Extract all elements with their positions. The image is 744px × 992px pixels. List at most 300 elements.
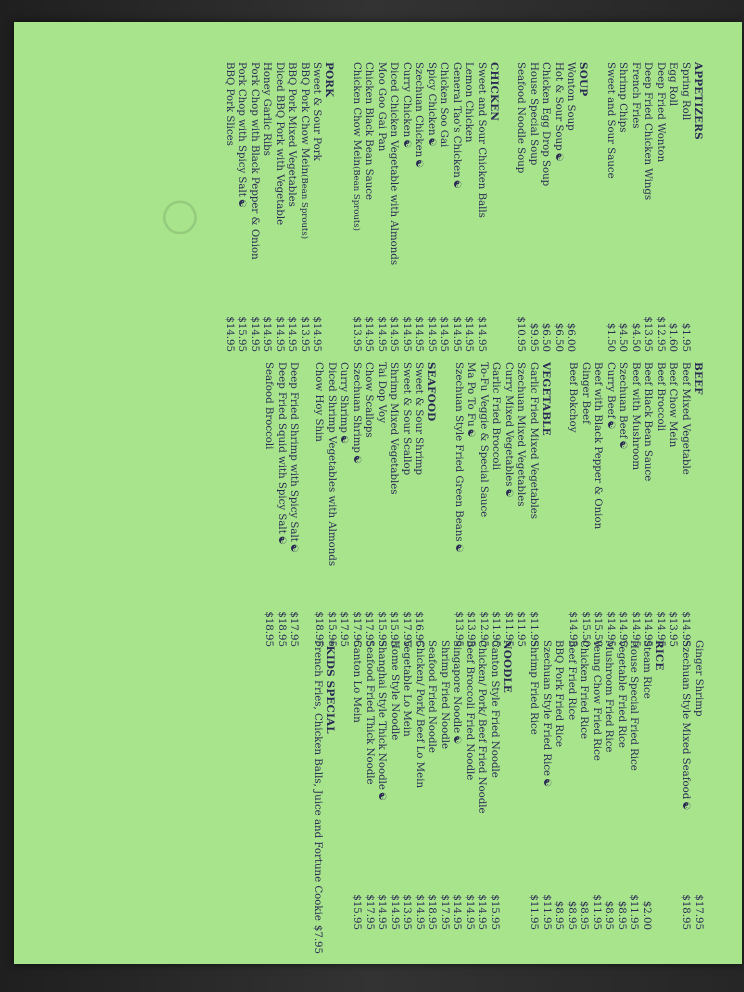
item-price: $9.95: [528, 322, 539, 352]
item-name: Chicken Soo Gai: [438, 62, 450, 148]
section-heading: APPETIZERS: [692, 62, 704, 140]
menu-item: [388, 640, 401, 930]
item-price: $14.95: [476, 316, 487, 352]
menu-item: [463, 640, 476, 930]
menu-section: [452, 362, 553, 647]
menu-item: [591, 362, 604, 647]
item-name: Wonton Soup: [565, 62, 577, 131]
menu-item: [310, 62, 323, 352]
watermark-logo: ○: [157, 198, 209, 237]
menu-item: [223, 62, 236, 352]
item-name: Sweet and Sour Chicken Balls: [476, 62, 487, 218]
menu-section: [311, 640, 337, 955]
item-price: $17.95: [338, 611, 350, 647]
menu-item: [666, 362, 679, 647]
menu-item: [615, 640, 628, 930]
spicy-icon: ☯: [453, 543, 464, 553]
section-heading: CHICKEN: [488, 62, 500, 122]
item-price: $13.95: [642, 316, 654, 352]
item-price: $14.95: [617, 611, 629, 647]
menu-item: [577, 640, 590, 930]
spicy-icon: ☯: [541, 778, 552, 788]
spicy-icon: ☯: [680, 801, 692, 811]
item-price: $11.95: [528, 611, 539, 647]
item-price: $18.95: [680, 894, 692, 930]
spicy-icon: ☯: [465, 428, 477, 438]
item-name: Singapore Noodle: [451, 640, 463, 734]
menu-item: [552, 640, 565, 930]
item-price: $13.95: [465, 611, 477, 647]
menu-item: [350, 640, 363, 930]
item-price: $11.95: [528, 894, 540, 930]
menu-item: [654, 62, 667, 352]
item-price: $14.95: [414, 894, 425, 930]
menu-item: [450, 62, 463, 352]
item-name: Curry Chicken: [401, 62, 412, 138]
item-price: $14.95: [376, 316, 387, 352]
menu-section: [527, 640, 665, 930]
item-name: Beef Fried Rice: [566, 640, 577, 721]
menu-item: [350, 62, 363, 352]
item-price: $13.95: [351, 316, 362, 352]
menu-item: [375, 362, 388, 647]
item-name: Szechuan Chicken: [413, 62, 425, 158]
item-name: Spicy Chicken: [426, 62, 437, 136]
item-name: Szechuan Beef: [617, 362, 629, 439]
item-price: $17.95: [363, 611, 375, 647]
item-name: Sweet & Sour Scallop: [401, 362, 412, 476]
spicy-icon: ☯: [553, 152, 564, 162]
item-price: $8.95: [616, 900, 627, 930]
item-price: $14.95: [567, 611, 579, 647]
item-name: Sweet & Sour Pork: [311, 62, 323, 161]
item-price: $14.95: [438, 316, 450, 352]
item-price: $14.95: [261, 316, 273, 352]
menu-item: [616, 62, 629, 352]
menu-section: [350, 640, 513, 930]
item-price: $11.95: [628, 894, 640, 930]
item-price: $14.95: [249, 316, 260, 352]
item-price: $11.95: [591, 894, 602, 930]
item-name: Ginger Beef: [580, 362, 591, 424]
item-price: $14.95: [376, 894, 388, 930]
spicy-icon: ☯: [451, 735, 463, 745]
menu-column-right: [297, 640, 705, 955]
spicy-icon: ☯: [413, 159, 425, 169]
item-price: $11.95: [503, 611, 514, 647]
menu-item: [452, 362, 465, 647]
menu-item: [565, 640, 578, 930]
item-price: $14.95: [426, 316, 437, 352]
item-name: Chicken Chow Mein: [351, 62, 362, 167]
item-price: $15.95: [326, 611, 337, 647]
menu-item: [489, 362, 502, 647]
item-name: Tai Dop Voy: [376, 362, 387, 423]
menu-column-middle: [248, 362, 704, 647]
menu-item: [412, 362, 425, 647]
menu-item: [412, 62, 425, 352]
item-name: Steam Rice: [641, 640, 652, 699]
menu-item: [273, 62, 286, 352]
item-name: Mushroom Fried Rice: [603, 640, 615, 753]
menu-item: [437, 62, 450, 352]
item-price: $15.95: [236, 316, 248, 352]
item-price: $17.95: [364, 894, 375, 930]
item-name: Chicken Egg Drop Soup: [540, 62, 552, 187]
item-price: $6.50: [540, 322, 552, 352]
item-name: Szechuan Style Fried Green Beans: [453, 362, 464, 542]
item-name: Beef Broccoli Fried Noodle: [464, 640, 475, 781]
item-name: Moo Goo Gai Pan: [376, 62, 387, 152]
item-price: $14.95: [413, 316, 425, 352]
item-price: $14.95: [680, 611, 691, 647]
item-note: (Bean Sprouts): [299, 174, 309, 240]
menu-item: [488, 640, 501, 930]
item-price: $13.95: [453, 611, 464, 647]
menu-item: [590, 640, 603, 930]
item-name: Szechuan Style Mixed Seafood: [680, 640, 692, 800]
menu-item: [387, 362, 400, 647]
menu-section: [262, 362, 438, 647]
menu-item: [400, 362, 413, 647]
item-name: Vegetable Lo Mein: [401, 640, 413, 737]
item-name: Chicken/ Pork/ Beef Fried Noodle: [476, 640, 488, 814]
item-name: Szechuan Shrimp: [351, 362, 362, 453]
item-price: $14.95: [388, 316, 400, 352]
item-name: Beef Chow Mein: [667, 362, 679, 448]
spicy-icon: ☯: [451, 179, 462, 189]
item-price: $11.95: [515, 611, 527, 647]
item-price: $14.95: [389, 894, 400, 930]
menu-item: [502, 362, 515, 647]
menu-item: [666, 62, 679, 352]
item-price: $12.95: [478, 611, 489, 647]
item-name: Shrimp Fried Noodle: [439, 640, 450, 750]
menu-item: [363, 640, 376, 930]
item-price: $14.95: [642, 611, 654, 647]
item-price: $14.95: [655, 611, 666, 647]
spicy-icon: ☯: [617, 440, 629, 450]
item-name: Diced Chicken Vegetable with Almonds: [388, 62, 400, 266]
section-heading: NOODLE: [501, 640, 513, 694]
item-name: Canton Style Fried Noodle: [489, 640, 500, 778]
menu-item: [579, 362, 592, 647]
spicy-icon: ☯: [288, 543, 300, 553]
menu-item: [462, 62, 475, 352]
item-name: French Fries, Chicken Balls, Juice and Fortune Cookie: [312, 640, 323, 921]
item-price: $14.95: [363, 316, 375, 352]
spicy-icon: ☯: [605, 420, 616, 430]
item-name: Seafood Fried Thick Noodle: [364, 640, 375, 785]
menu-section: [514, 62, 590, 352]
spicy-icon: ☯: [376, 791, 388, 801]
item-name: Diced Shrimp Vegetables with Almonds: [326, 362, 337, 567]
item-price: $15.95: [351, 894, 363, 930]
item-price: $8.95: [603, 900, 615, 930]
item-price: $15.50: [592, 611, 604, 647]
spicy-icon: ☯: [351, 454, 362, 464]
item-price: $11.95: [541, 894, 552, 930]
menu-item: [564, 62, 577, 352]
item-name: Seafood Fried Noodle: [426, 640, 438, 753]
item-name: Diced BBQ Pork with Vegetable: [274, 62, 285, 226]
menu-item: [477, 362, 490, 647]
menu-item: [539, 62, 552, 352]
menu-item: [425, 62, 438, 352]
item-name: Deep Fried Wonton: [655, 62, 666, 163]
item-price: $8.95: [578, 900, 590, 930]
item-price: $18.95: [313, 611, 325, 647]
item-name: Home Style Noodle: [389, 640, 400, 741]
item-name: Egg Roll: [667, 62, 679, 107]
menu-item: [248, 62, 261, 352]
section-heading: VEGETABLE: [540, 362, 552, 436]
item-name: Beef Mixed Vegetable: [680, 362, 691, 475]
menu-item: [285, 62, 298, 352]
menu-item: [450, 640, 463, 930]
item-name: Chicken Fried Rice: [578, 640, 590, 739]
item-price: $1.50: [605, 322, 616, 352]
menu-item: [325, 362, 338, 647]
item-price: $10.95: [515, 316, 527, 352]
item-name: Vegetable Fried Rice: [616, 640, 627, 748]
menu-item: [640, 640, 653, 930]
item-price: $14.95: [476, 894, 488, 930]
menu-item: [375, 62, 388, 352]
item-price: $14.95: [401, 316, 412, 352]
menu-item: [629, 362, 642, 647]
item-price: $7.95: [312, 924, 323, 955]
menu-item: [387, 62, 400, 352]
section-heading: RICE: [653, 640, 665, 671]
menu-item: [679, 62, 692, 352]
item-name: Sweet and Sour Sauce: [605, 62, 616, 179]
menu-item: [602, 640, 615, 930]
item-price: $12.95: [655, 316, 666, 352]
menu-content: [14, 22, 742, 964]
item-name: Ma Po To Fu: [465, 362, 477, 427]
item-price: $14.95: [274, 316, 285, 352]
menu-item: [287, 362, 300, 647]
menu-item: [627, 640, 640, 930]
item-price: $14.95: [451, 316, 462, 352]
item-name: French Fries: [630, 62, 641, 129]
item-name: Seafood Broccoli: [263, 362, 275, 450]
menu-item: [552, 62, 565, 352]
menu-item: [300, 362, 313, 647]
item-name: Yeung Chow Fried Rice: [591, 640, 602, 761]
menu-item: [400, 62, 413, 352]
item-name: BBQ Pork Fried Rice: [553, 640, 565, 748]
menu-item: [514, 62, 527, 352]
item-price: $17.95: [401, 611, 412, 647]
menu-item: [400, 640, 413, 930]
item-name: [300, 362, 313, 365]
item-name: Curry Shrimp: [338, 362, 350, 433]
item-price: $17.95: [439, 894, 450, 930]
item-name: Shrimp Chips: [617, 62, 629, 133]
menu-item: [475, 640, 488, 930]
item-name: Garlic Fried Broccoli: [490, 362, 502, 471]
menu-item: [337, 362, 350, 647]
menu-column-left: [209, 62, 705, 352]
spicy-icon: ☯: [426, 137, 437, 147]
item-price: $14.95: [463, 316, 475, 352]
menu-section: [679, 640, 704, 930]
menu-item: [679, 362, 692, 647]
item-price: $18.95: [426, 894, 438, 930]
section-heading: BEEF: [692, 362, 704, 395]
menu-item: [362, 362, 375, 647]
menu-item: [262, 362, 275, 647]
menu-item: [362, 62, 375, 352]
item-name: Beef Broccoli: [655, 362, 666, 432]
item-name: Chow Scallops: [363, 362, 375, 438]
menu-item: [298, 62, 311, 352]
item-name: House Special Soup: [528, 62, 539, 166]
item-price: $17.95: [351, 611, 362, 647]
menu-item: [527, 62, 540, 352]
item-price: $16.95: [413, 611, 425, 647]
item-name: Beef with Mushroom: [630, 362, 641, 471]
item-price: $6.00: [565, 322, 577, 352]
menu-item: [375, 640, 388, 930]
menu-item: [527, 362, 540, 647]
spicy-icon: ☯: [338, 434, 350, 444]
menu-item: [641, 62, 654, 352]
section-heading: PORK: [323, 62, 336, 98]
item-note: (Bean Sprouts): [351, 166, 361, 231]
menu-item: [235, 62, 248, 352]
item-name: General Tao's Chicken: [451, 62, 462, 178]
item-name: To-Fu Veggie & Special Sauce: [478, 362, 489, 518]
menu-item: [413, 640, 426, 930]
item-name: Ginger Shrimp: [693, 640, 704, 717]
menu-item: [604, 62, 617, 352]
item-name: Deep Fried Squid with Spicy Salt: [276, 362, 287, 534]
item-price: $17.95: [693, 894, 704, 930]
menu-item: [475, 62, 488, 352]
item-price: $18.95: [263, 611, 275, 647]
item-price: $14.95: [224, 316, 235, 352]
item-price: $15.50: [580, 611, 591, 647]
item-price: $6.50: [553, 322, 564, 352]
item-name: Spring Roll: [680, 62, 691, 121]
menu-section: [350, 62, 501, 352]
item-price: $15.95: [489, 894, 500, 930]
menu-item: [654, 362, 667, 647]
item-name: Curry Mixed Vegetables: [503, 362, 514, 487]
menu-item: [692, 640, 705, 930]
item-name: Szechuan Mixed Vegetables: [515, 362, 527, 507]
item-name: Deep Fried Shrimp with Spicy Salt: [288, 362, 300, 542]
item-name: Beef Bokchoy: [567, 362, 579, 433]
item-name: Shrimp Mixed Vegetables: [388, 362, 400, 495]
menu-item: [514, 362, 527, 647]
item-price: $14.95: [286, 316, 298, 352]
menu-item: [629, 62, 642, 352]
item-price: $14.95: [605, 611, 616, 647]
item-price: $1.95: [680, 322, 691, 352]
item-name: BBQ Pork Slices: [224, 62, 235, 146]
menu-item: [464, 362, 477, 647]
item-price: $14.95: [451, 894, 463, 930]
item-name: Seafood Noodle Soup: [515, 62, 527, 174]
menu-item: [312, 362, 325, 647]
menu-item: [438, 640, 451, 930]
menu-item: [540, 640, 553, 930]
item-price: $4.50: [630, 322, 641, 352]
item-price: $15.95: [388, 611, 400, 647]
item-name: Szechuan Style Fried Rice: [541, 640, 552, 777]
item-name: Pork Chop with Black Pepper & Onion: [249, 62, 260, 260]
item-name: Canton Lo Mein: [351, 640, 363, 723]
item-name: Curry Beef: [605, 362, 616, 419]
item-price: $13.95: [667, 611, 679, 647]
section-heading: SOUP: [577, 62, 590, 97]
item-price: $8.95: [553, 900, 565, 930]
spicy-icon: ☯: [236, 198, 248, 208]
menu-sheet: [14, 22, 742, 964]
section-heading: *KIDS SPECIAL: [324, 640, 336, 734]
item-name: House Special Fried Rice: [628, 640, 640, 771]
item-price: $14.95: [630, 611, 641, 647]
item-price: $17.95: [288, 611, 300, 647]
item-price: $15.95: [376, 611, 387, 647]
spicy-icon: ☯: [276, 535, 287, 545]
spicy-icon: ☯: [503, 488, 514, 498]
menu-item: [679, 640, 692, 930]
item-name: Lemon Chicken: [463, 62, 475, 143]
item-name: Shrimp Fried Rice: [528, 640, 540, 735]
item-name: Shanghai Style Thick Noodle: [376, 640, 388, 790]
item-name: BBQ Pork Chow Mein: [299, 62, 310, 175]
menu-item: [566, 362, 579, 647]
menu-item: [350, 362, 363, 647]
item-name: Chicken Black Bean Sauce: [363, 62, 375, 200]
item-name: Garlic Fried Mixed Vegetables: [528, 362, 539, 519]
menu-section: [566, 362, 704, 647]
menu-item: [641, 362, 654, 647]
item-price: $2.00: [641, 900, 652, 930]
spicy-icon: ☯: [401, 139, 412, 149]
menu-section: [223, 62, 336, 352]
item-name: Honey Garlic Ribs: [261, 62, 273, 156]
item-price: $4.50: [617, 322, 629, 352]
menu-item: [604, 362, 617, 647]
item-price: $13.95: [299, 316, 310, 352]
item-name: Sweet & Sour Shrimp: [413, 362, 425, 476]
item-name: Beef Black Bean Sauce: [642, 362, 654, 482]
menu-item: [311, 640, 324, 955]
item-price: $14.95: [311, 316, 323, 352]
item-name: Hot & Sour Soup: [553, 62, 564, 151]
menu-item: [425, 640, 438, 930]
item-price: $8.95: [566, 900, 577, 930]
section-heading: SEAFOOD: [425, 362, 438, 422]
menu-item: [527, 640, 540, 930]
item-name: Chicken/ Pork/ Beef Lo Mein: [414, 640, 425, 789]
menu-item: [275, 362, 288, 647]
item-price: $1.60: [667, 322, 679, 352]
item-price: $11.95: [490, 611, 502, 647]
menu-section: [604, 62, 705, 352]
item-name: Deep Fried Chicken Wings: [642, 62, 654, 201]
item-name: Pork Chop with Spicy Salt: [236, 62, 248, 197]
item-price: $18.95: [276, 611, 287, 647]
item-name: Chow Hoy Shin: [313, 362, 325, 442]
menu-item: [616, 362, 629, 647]
